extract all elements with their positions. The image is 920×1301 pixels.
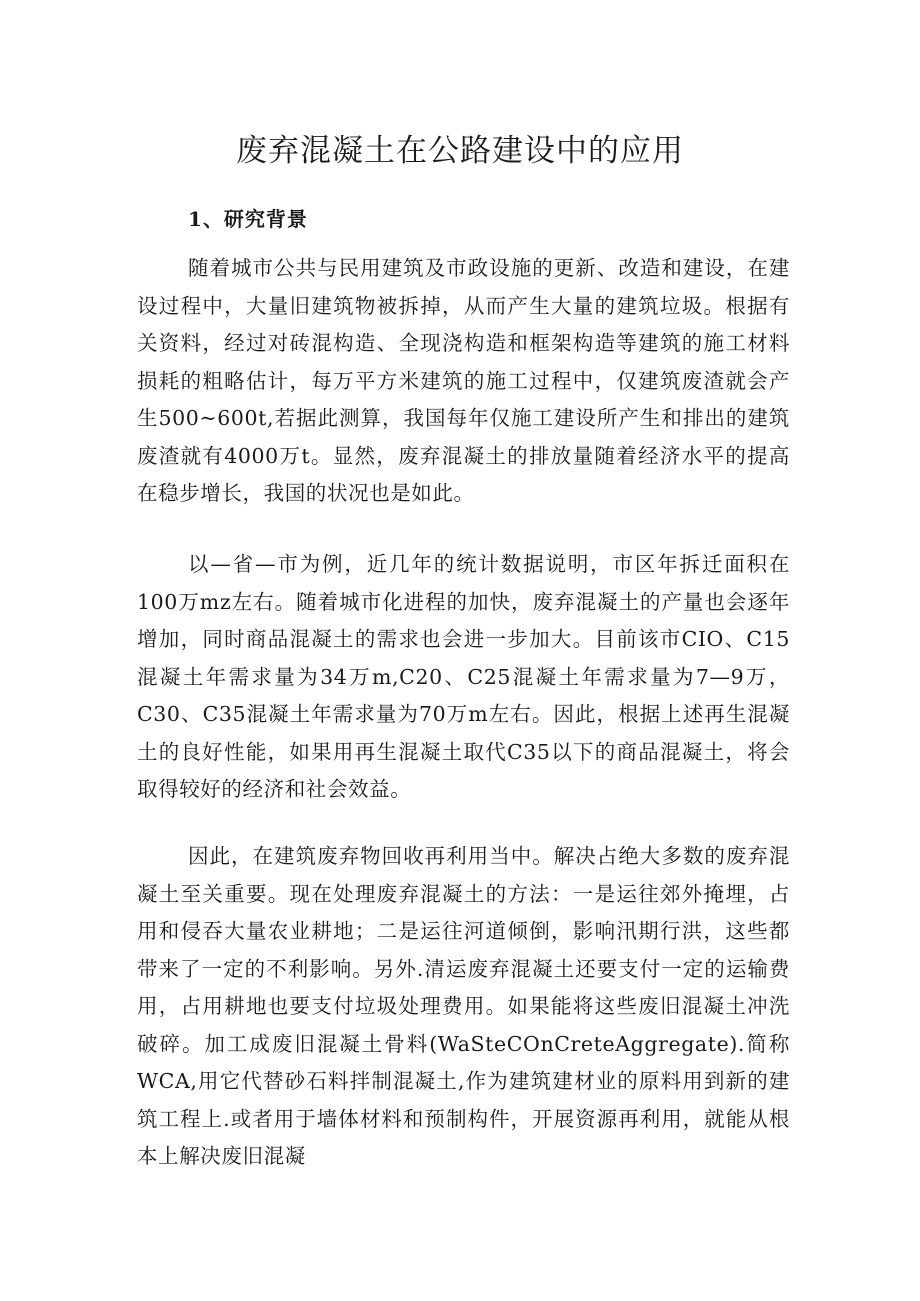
paragraph-3: 因此，在建筑废弃物回收再利用当中。解决占绝大多数的废弃混凝土至关重要。现在处理废弃混凝土的方法：一是运往郊外掩埋，占用和侵吞大量农业耕地；二是运往河道倾倒，影响汛期行洪，这些都带来了一定的不利影响。另外.清运废弃混凝土还要支付一定的运输费用，占用耕地也要支付垃圾处理费用。如果能将这些废旧混凝土冲洗破碎。加工成废旧混凝土骨料(WaSteCOnCreteAggregate).简称WCA,用它代替砂石料拌制混凝土,作为建筑建材业的原料用到新的建筑工程上.或者用于墙体材料和预制构件，开展资源再利用，就能从根本上解决废旧混凝 <box>137 844 790 1168</box>
document-title: 废弃混凝土在公路建设中的应用 <box>236 133 684 169</box>
paragraph-2: 以—省—市为例，近几年的统计数据说明，市区年拆迁面积在100万mz左右。随着城市化进程的加快，废弃混凝土的产量也会逐年增加，同时商品混凝土的需求也会进一步加大。目前该市CIO、C15混凝土年需求量为34万m,C20、C25混凝土年需求量为7—9万，C30、C35混凝土年需求量为70万m左右。因此，根据上述再生混凝土的良好性能，如果用再生混凝土取代C35以下的商品混凝土，将会取得较好的经济和社会效益。 <box>137 552 790 801</box>
section-heading: 1、研究背景 <box>188 207 308 231</box>
paragraph-1: 随着城市公共与民用建筑及市政设施的更新、改造和建设，在建设过程中，大量旧建筑物被拆掉，从而产生大量的建筑垃圾。根据有关资料，经过对砖混构造、全现浇构造和框架构造等建筑的施工材料损耗的粗略估计，每万平方米建筑的施工过程中，仅建筑废渣就会产生500~600t,若据此测算，我国每年仅施工建设所产生和排出的建筑废渣就有4000万t。显然，废弃混凝土的排放量随着经济水平的提高在稳步增长，我国的状况也是如此。 <box>137 256 790 505</box>
